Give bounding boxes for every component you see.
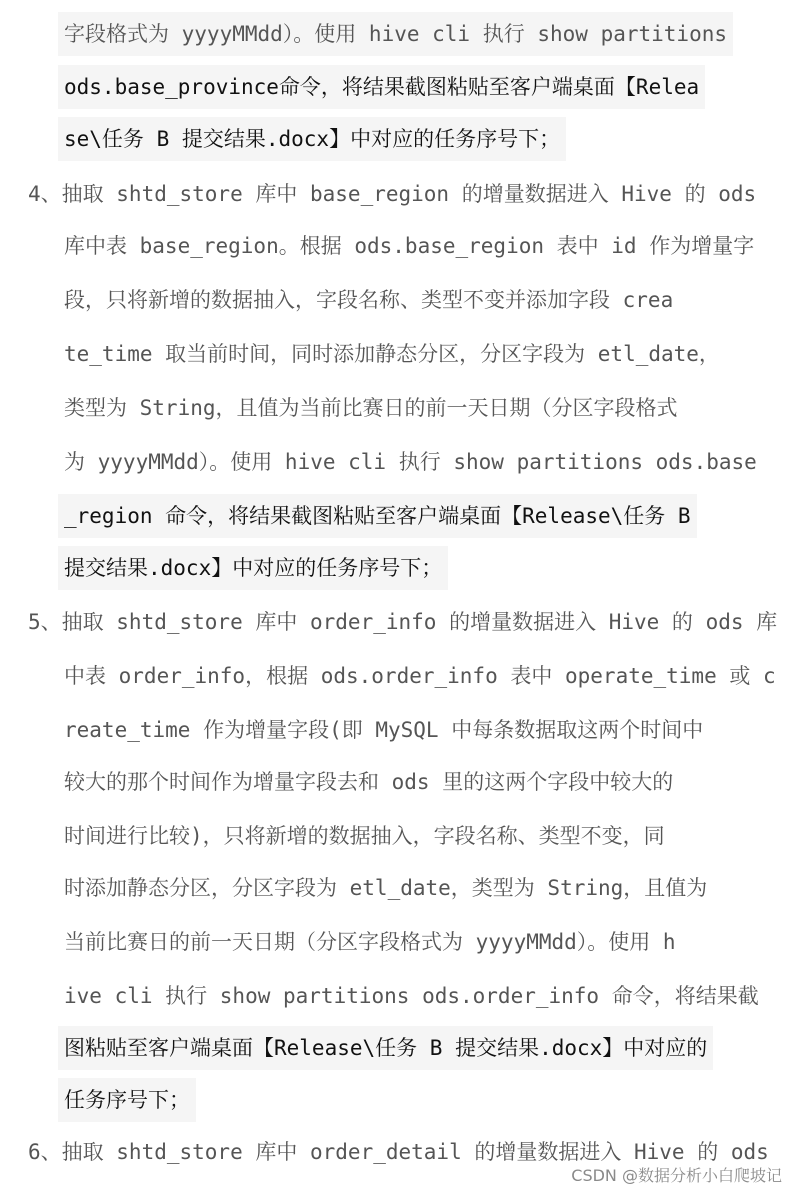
paragraph-line: te_time 取当前时间，同时添加静态分区，分区字段为 etl_date， [64,342,720,366]
paragraph-line: 时添加静态分区，分区字段为 etl_date，类型为 String，且值为 [64,876,708,900]
paragraph-line: 图粘贴至客户端桌面【Release\任务 B 提交结果.docx】中对应的 [58,1026,713,1070]
paragraph-line: ive cli 执行 show partitions ods.order_info 命令，将结果截 [64,984,759,1008]
paragraph-line: se\任务 B 提交结果.docx】中对应的任务序号下； [58,117,566,161]
paragraph-line: _region 命令，将结果截图粘贴至客户端桌面【Release\任务 B [58,494,697,538]
paragraph-line: 中表 order_info，根据 ods.order_info 表中 operate_time 或 c [64,664,776,688]
paragraph-line: 当前比赛日的前一天日期（分区字段格式为 yyyyMMdd）。使用 h [64,930,676,954]
paragraph-line: 提交结果.docx】中对应的任务序号下； [58,546,448,590]
watermark: CSDN @数据分析小白爬坡记 [571,1166,782,1185]
list-item-4-start: 4、抽取 shtd_store 库中 base_region 的增量数据进入 Hive 的 ods [28,182,757,206]
list-item-6-start: 6、抽取 shtd_store 库中 order_detail 的增量数据进入 Hive 的 ods [28,1140,769,1164]
list-item-5-start: 5、抽取 shtd_store 库中 order_info 的增量数据进入 Hive 的 ods 库 [28,610,778,634]
paragraph-line: ods.base_province命令，将结果截图粘贴至客户端桌面【Relea [58,65,705,109]
paragraph-line: 时间进行比较)，只将新增的数据抽入，字段名称、类型不变，同 [64,824,665,848]
paragraph-line: 字段格式为 yyyyMMdd）。使用 hive cli 执行 show partitions [58,12,733,56]
paragraph-line: 段，只将新增的数据抽入，字段名称、类型不变并添加字段 crea [64,288,674,312]
paragraph-line: 为 yyyyMMdd）。使用 hive cli 执行 show partitions ods.base [64,450,757,474]
paragraph-line: 类型为 String，且值为当前比赛日的前一天日期（分区字段格式 [64,396,678,420]
paragraph-line: 任务序号下； [58,1078,196,1122]
paragraph-line: 库中表 base_region。根据 ods.base_region 表中 id 作为增量字 [64,234,755,258]
paragraph-line: 较大的那个时间作为增量字段去和 ods 里的这两个字段中较大的 [64,770,674,794]
paragraph-line: reate_time 作为增量字段(即 MySQL 中每条数据取这两个时间中 [64,718,704,742]
